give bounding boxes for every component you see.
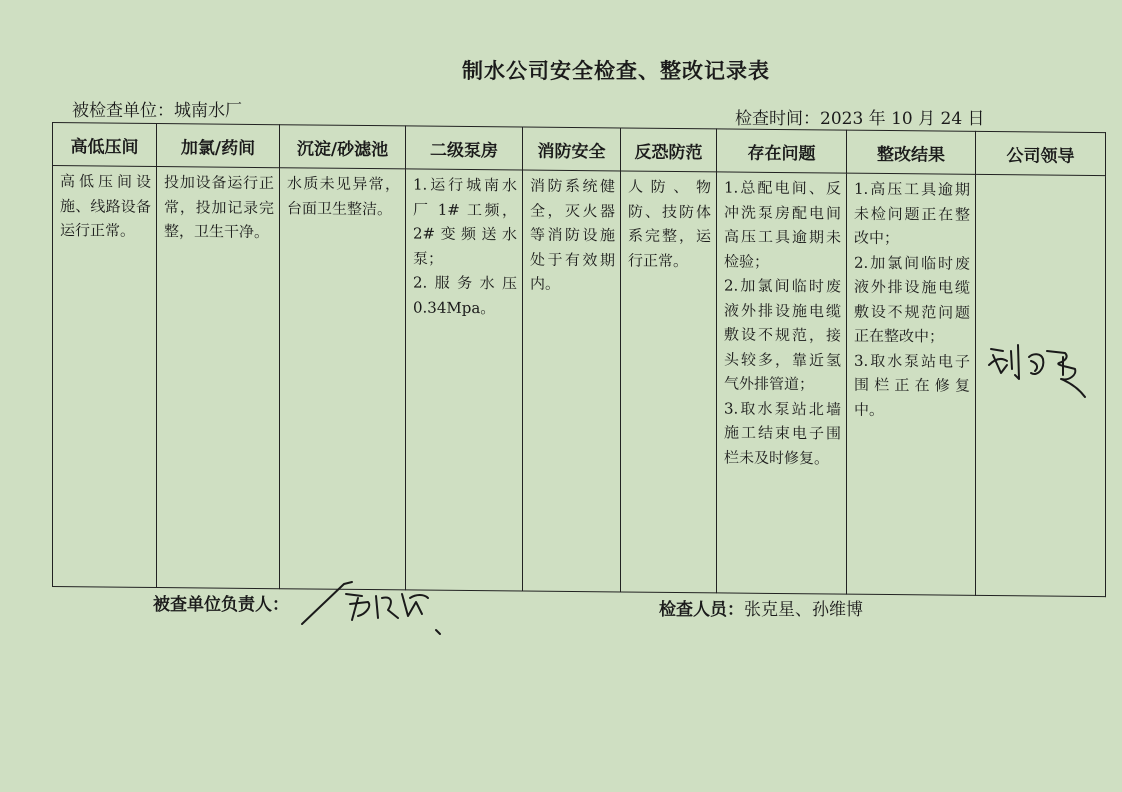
cell-company-leader	[976, 175, 1105, 179]
inspectors	[659, 595, 863, 620]
header-sedimentation-filter: 沉淀/砂滤池	[280, 125, 406, 169]
table-cell	[157, 167, 280, 589]
inspection-table-container	[52, 122, 1105, 597]
cell-anti-terror: 人防、物防、技防体系完整，运行正常。	[628, 177, 711, 270]
table-cell	[53, 166, 157, 588]
inspection-time: 检查时间：2023 年 10 月 24 日	[735, 109, 985, 129]
inspection-table	[52, 122, 1106, 597]
cell-existing-problems: 1.总配电间、反冲洗泵房配电间高压工具逾期未检验； 2.加氯间临时废液外排设施电缆敷设不规范，接头较多，靠近氢气外排管道； 3.取水泵站北墙施工结束电子围栏未及时修复。	[724, 178, 841, 467]
header-high-low-voltage: 高低压间	[53, 123, 157, 167]
header-secondary-pump: 二级泵房	[406, 126, 523, 170]
table-cell	[523, 170, 621, 592]
header-rectification-results: 整改结果	[847, 130, 976, 174]
header-existing-problems: 存在问题	[717, 129, 847, 173]
table-cell	[717, 172, 847, 594]
content-row	[53, 166, 1106, 597]
document-title: 制水公司安全检查、整改记录表	[462, 58, 770, 83]
header-anti-terror: 反恐防范	[621, 128, 717, 172]
header-company-leader: 公司领导	[976, 131, 1106, 175]
inspectors-label: 检查人员：	[659, 600, 744, 620]
cell-fire-safety: 消防系统健全，灭火器等消防设施处于有效期内。	[530, 176, 615, 293]
cell-chlorine-room: 投加设备运行正常，投加记录完整，卫生干净。	[164, 173, 274, 242]
table-cell	[621, 171, 717, 593]
header-chlorine-room: 加氯/药间	[157, 124, 280, 168]
responsible-label: 被查单位负责人：	[153, 595, 289, 615]
inspectors-names: 张克星、孙维博	[744, 600, 863, 620]
header-fire-safety: 消防安全	[523, 127, 621, 171]
leader-signature	[985, 335, 1095, 405]
cell-secondary-pump: 1.运行城南水厂 1# 工频，2#变频送水泵； 2.服务水压0.34Mpa。	[413, 175, 517, 317]
inspected-unit: 被检查单位：城南水厂	[72, 101, 242, 121]
cell-rectification-results: 1.高压工具逾期未检问题正在整改中； 2.加氯间临时废液外排设施电缆敷设不规范问题正在整改中； 3.取水泵站电子围栏正在修复中。	[854, 179, 970, 419]
cell-high-low-voltage: 高低压间设施、线路设备运行正常。	[60, 172, 151, 240]
table-cell	[280, 168, 406, 590]
responsible-signature	[300, 572, 450, 642]
cell-sedimentation-filter: 水质未见异常，台面卫生整洁。	[287, 174, 400, 218]
table-cell	[847, 173, 976, 595]
table-cell	[406, 169, 523, 591]
